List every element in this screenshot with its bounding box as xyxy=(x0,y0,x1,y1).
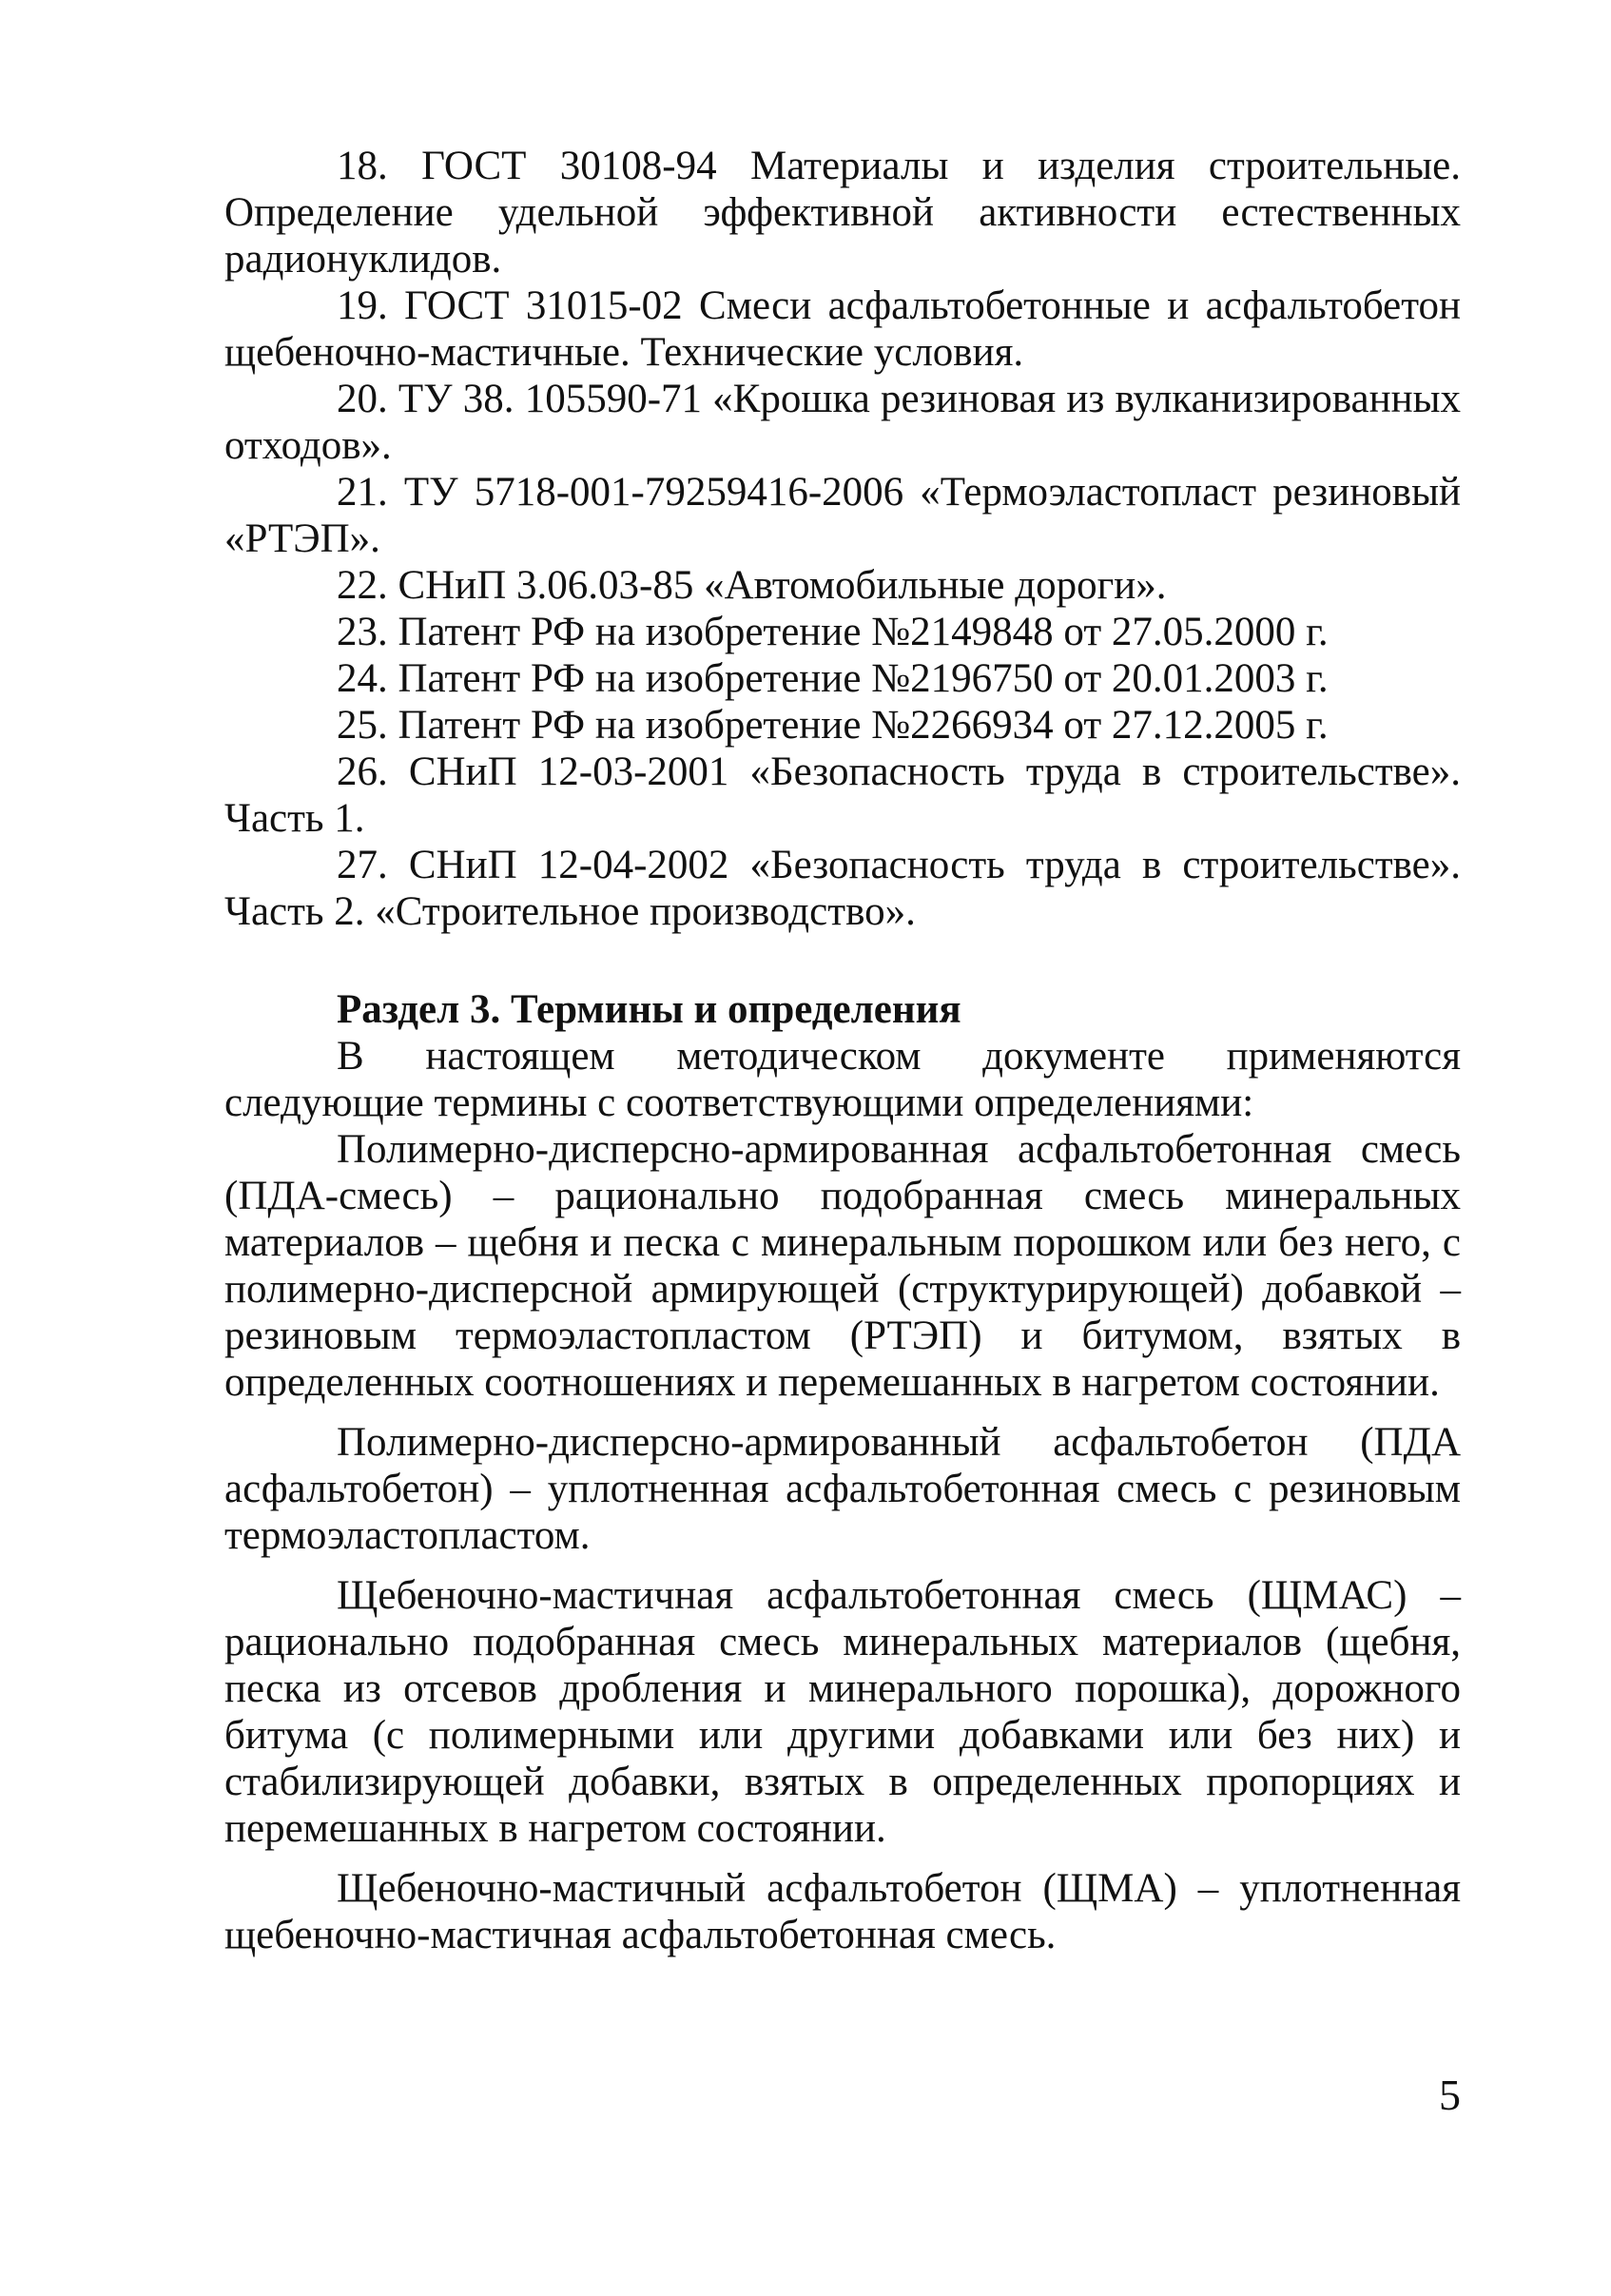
reference-item: 25. Патент РФ на изобретение №2266934 от 27.12.2005 г. xyxy=(337,703,1329,748)
document-page xyxy=(224,143,1461,1958)
reference-item: 27. СНиП 12-04-2002 «Безопасность труда в строительстве». Часть 2. «Строительное производство». xyxy=(224,843,1461,934)
definition-shma: Щебеночно-мастичный асфальтобетон (ЩМА) – уплотненная щебеночно-мастичная асфальтобетонная смесь. xyxy=(224,1866,1461,1957)
reference-item: 21. ТУ 5718-001-79259416-2006 «Термоэластопласт резиновый «РТЭП». xyxy=(224,470,1461,561)
reference-item: 24. Патент РФ на изобретение №2196750 от 20.01.2003 г. xyxy=(337,656,1329,701)
section-heading: Раздел 3. Термины и определения xyxy=(337,987,961,1032)
definition-shmas: Щебеночно-мастичная асфальтобетонная смесь (ЩМАС) – рационально подобранная смесь минеральных материалов (щебня, песка из отсевов дробления и минерального порошка), дорожного битума (с полимерными или другими добавками или без них) и стабилизирующей добавки, взятых в определенных пропорциях и перемешанных в нагретом состоянии. xyxy=(224,1573,1461,1851)
reference-item: 22. СНиП 3.06.03-85 «Автомобильные дороги». xyxy=(337,563,1167,608)
reference-item: 18. ГОСТ 30108-94 Материалы и изделия строительные. Определение удельной эффективной активности естественных радионуклидов. xyxy=(224,144,1461,282)
reference-item: 19. ГОСТ 31015-02 Смеси асфальтобетонные и асфальтобетон щебеночно-мастичные. Технические условия. xyxy=(224,283,1461,375)
section-intro: В настоящем методическом документе применяются следующие термины с соответствующими определениями: xyxy=(224,1034,1461,1125)
definition-pda-asphalt: Полимерно-дисперсно-армированный асфальтобетон (ПДА асфальтобетон) – уплотненная асфальтобетонная смесь с резиновым термоэластопластом. xyxy=(224,1420,1461,1558)
reference-item: 20. ТУ 38. 105590-71 «Крошка резиновая из вулканизированных отходов». xyxy=(224,377,1461,468)
reference-item: 23. Патент РФ на изобретение №2149848 от 27.05.2000 г. xyxy=(337,610,1329,654)
definition-pda-mix: Полимерно-дисперсно-армированная асфальтобетонная смесь (ПДА-смесь) – рационально подобранная смесь минеральных материалов – щебня и песка с минеральным порошком или без него, с полимерно-дисперсной армирующей (структурирующей) добавкой – резиновым термоэластопластом (РТЭП) и битумом, взятых в определенных соотношениях и перемешанных в нагретом состоянии. xyxy=(224,1127,1461,1405)
reference-item: 26. СНиП 12-03-2001 «Безопасность труда в строительстве». Часть 1. xyxy=(224,749,1461,841)
page-number: 5 xyxy=(1439,2071,1461,2119)
